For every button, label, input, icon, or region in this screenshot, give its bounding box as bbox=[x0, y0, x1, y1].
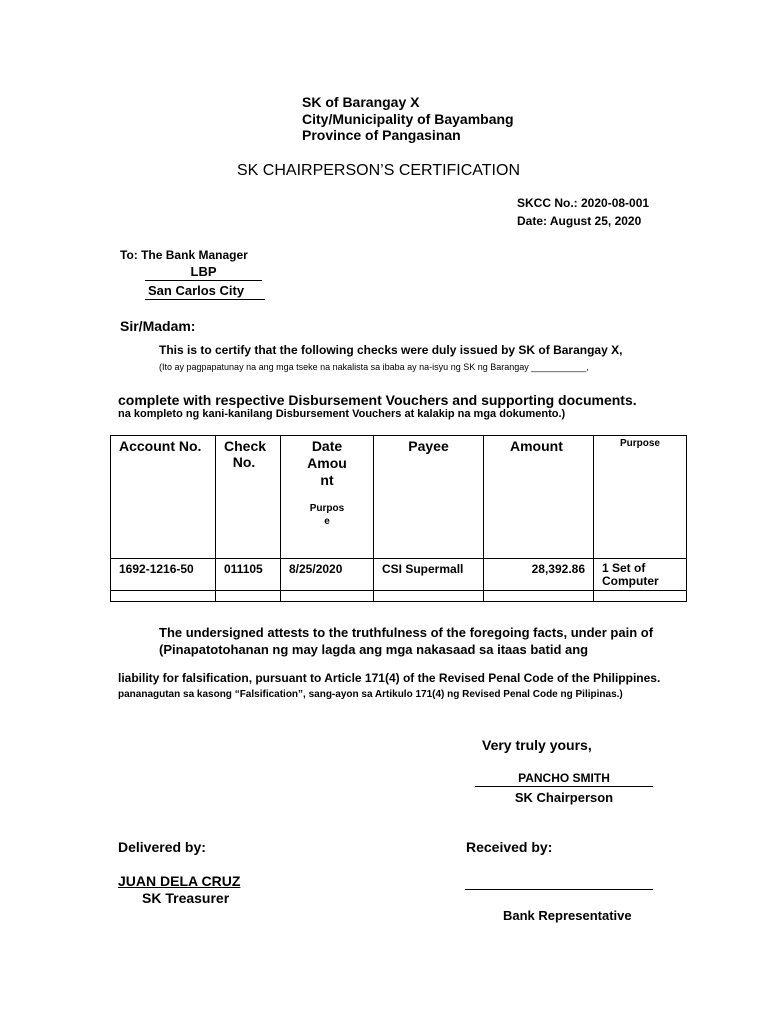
certify-statement-fil: (Ito ay pagpapatunay na ang mga tseke na nakalista sa ibaba ay na-isyu ng SK ng Barangay ___________, bbox=[159, 362, 589, 372]
cell-purpose: 1 Set of Computer bbox=[594, 559, 687, 591]
liability-statement-en: liability for falsification, pursuant to Article 171(4) of the Revised Penal Code of the Philippines. bbox=[118, 671, 661, 685]
header-date-sub: Purpos e bbox=[309, 503, 345, 528]
cell-date: 8/25/2020 bbox=[281, 559, 374, 591]
header-account-no: Account No. bbox=[111, 436, 216, 559]
received-by-signature-line bbox=[465, 889, 653, 890]
cell-amount: 28,392.86 bbox=[484, 559, 594, 591]
addressee-to: To: The Bank Manager bbox=[120, 248, 248, 262]
complete-statement-fil: na kompleto ng kani-kanilang Disbursement Vouchers at kalakip na mga dokumento.) bbox=[118, 408, 566, 420]
addressee-branch: San Carlos City bbox=[145, 283, 265, 300]
salutation: Sir/Madam: bbox=[120, 318, 196, 334]
complete-statement-en: complete with respective Disbursement Vouchers and supporting documents. bbox=[118, 392, 637, 408]
signatory-name: PANCHO SMITH bbox=[475, 771, 653, 787]
header-check-no: Check No. bbox=[216, 436, 281, 559]
cell-payee: CSI Supermall bbox=[374, 559, 484, 591]
cell-account-no: 1692-1216-50 bbox=[111, 559, 216, 591]
header-amount: Amount bbox=[484, 436, 594, 559]
addressee-bank: LBP bbox=[145, 264, 262, 281]
checks-table bbox=[110, 435, 687, 602]
skcc-number: SKCC No.: 2020-08-001 bbox=[517, 196, 650, 210]
received-by-label: Received by: bbox=[466, 839, 553, 855]
certify-statement-en: This is to certify that the following checks were duly issued by SK of Barangay X, bbox=[159, 343, 623, 357]
header-line-barangay: SK of Barangay X bbox=[302, 94, 420, 110]
signatory-title: SK Chairperson bbox=[514, 790, 614, 805]
header-line-municipality: City/Municipality of Bayambang bbox=[302, 111, 514, 127]
cell-check-no: 011105 bbox=[216, 559, 281, 591]
header-payee: Payee bbox=[374, 436, 484, 559]
closing-phrase: Very truly yours, bbox=[482, 737, 592, 753]
received-by-title: Bank Representative bbox=[503, 908, 632, 923]
document-title: SK CHAIRPERSON’S CERTIFICATION bbox=[237, 162, 520, 179]
header-line-province: Province of Pangasinan bbox=[302, 127, 461, 143]
header-purpose: Purpose bbox=[594, 436, 687, 559]
table-row-empty bbox=[111, 591, 687, 602]
delivered-by-label: Delivered by: bbox=[118, 839, 206, 855]
attest-statement-fil: (Pinapatotohanan ng may lagda ang mga nakasaad sa itaas batid ang bbox=[159, 642, 589, 657]
delivered-by-name: JUAN DELA CRUZ bbox=[118, 873, 241, 889]
table-header-row bbox=[111, 436, 687, 559]
attest-statement-en: The undersigned attests to the truthfulness of the foregoing facts, under pain of bbox=[159, 625, 654, 640]
liability-statement-fil: pananagutan sa kasong “Falsification”, sang-ayon sa Artikulo 171(4) ng Revised Penal Code ng Pilipinas.) bbox=[118, 689, 623, 700]
header-date: Date Amou nt Purpos e bbox=[281, 436, 374, 559]
document-date: Date: August 25, 2020 bbox=[517, 214, 642, 228]
table-row bbox=[111, 559, 687, 591]
delivered-by-title: SK Treasurer bbox=[142, 890, 230, 906]
